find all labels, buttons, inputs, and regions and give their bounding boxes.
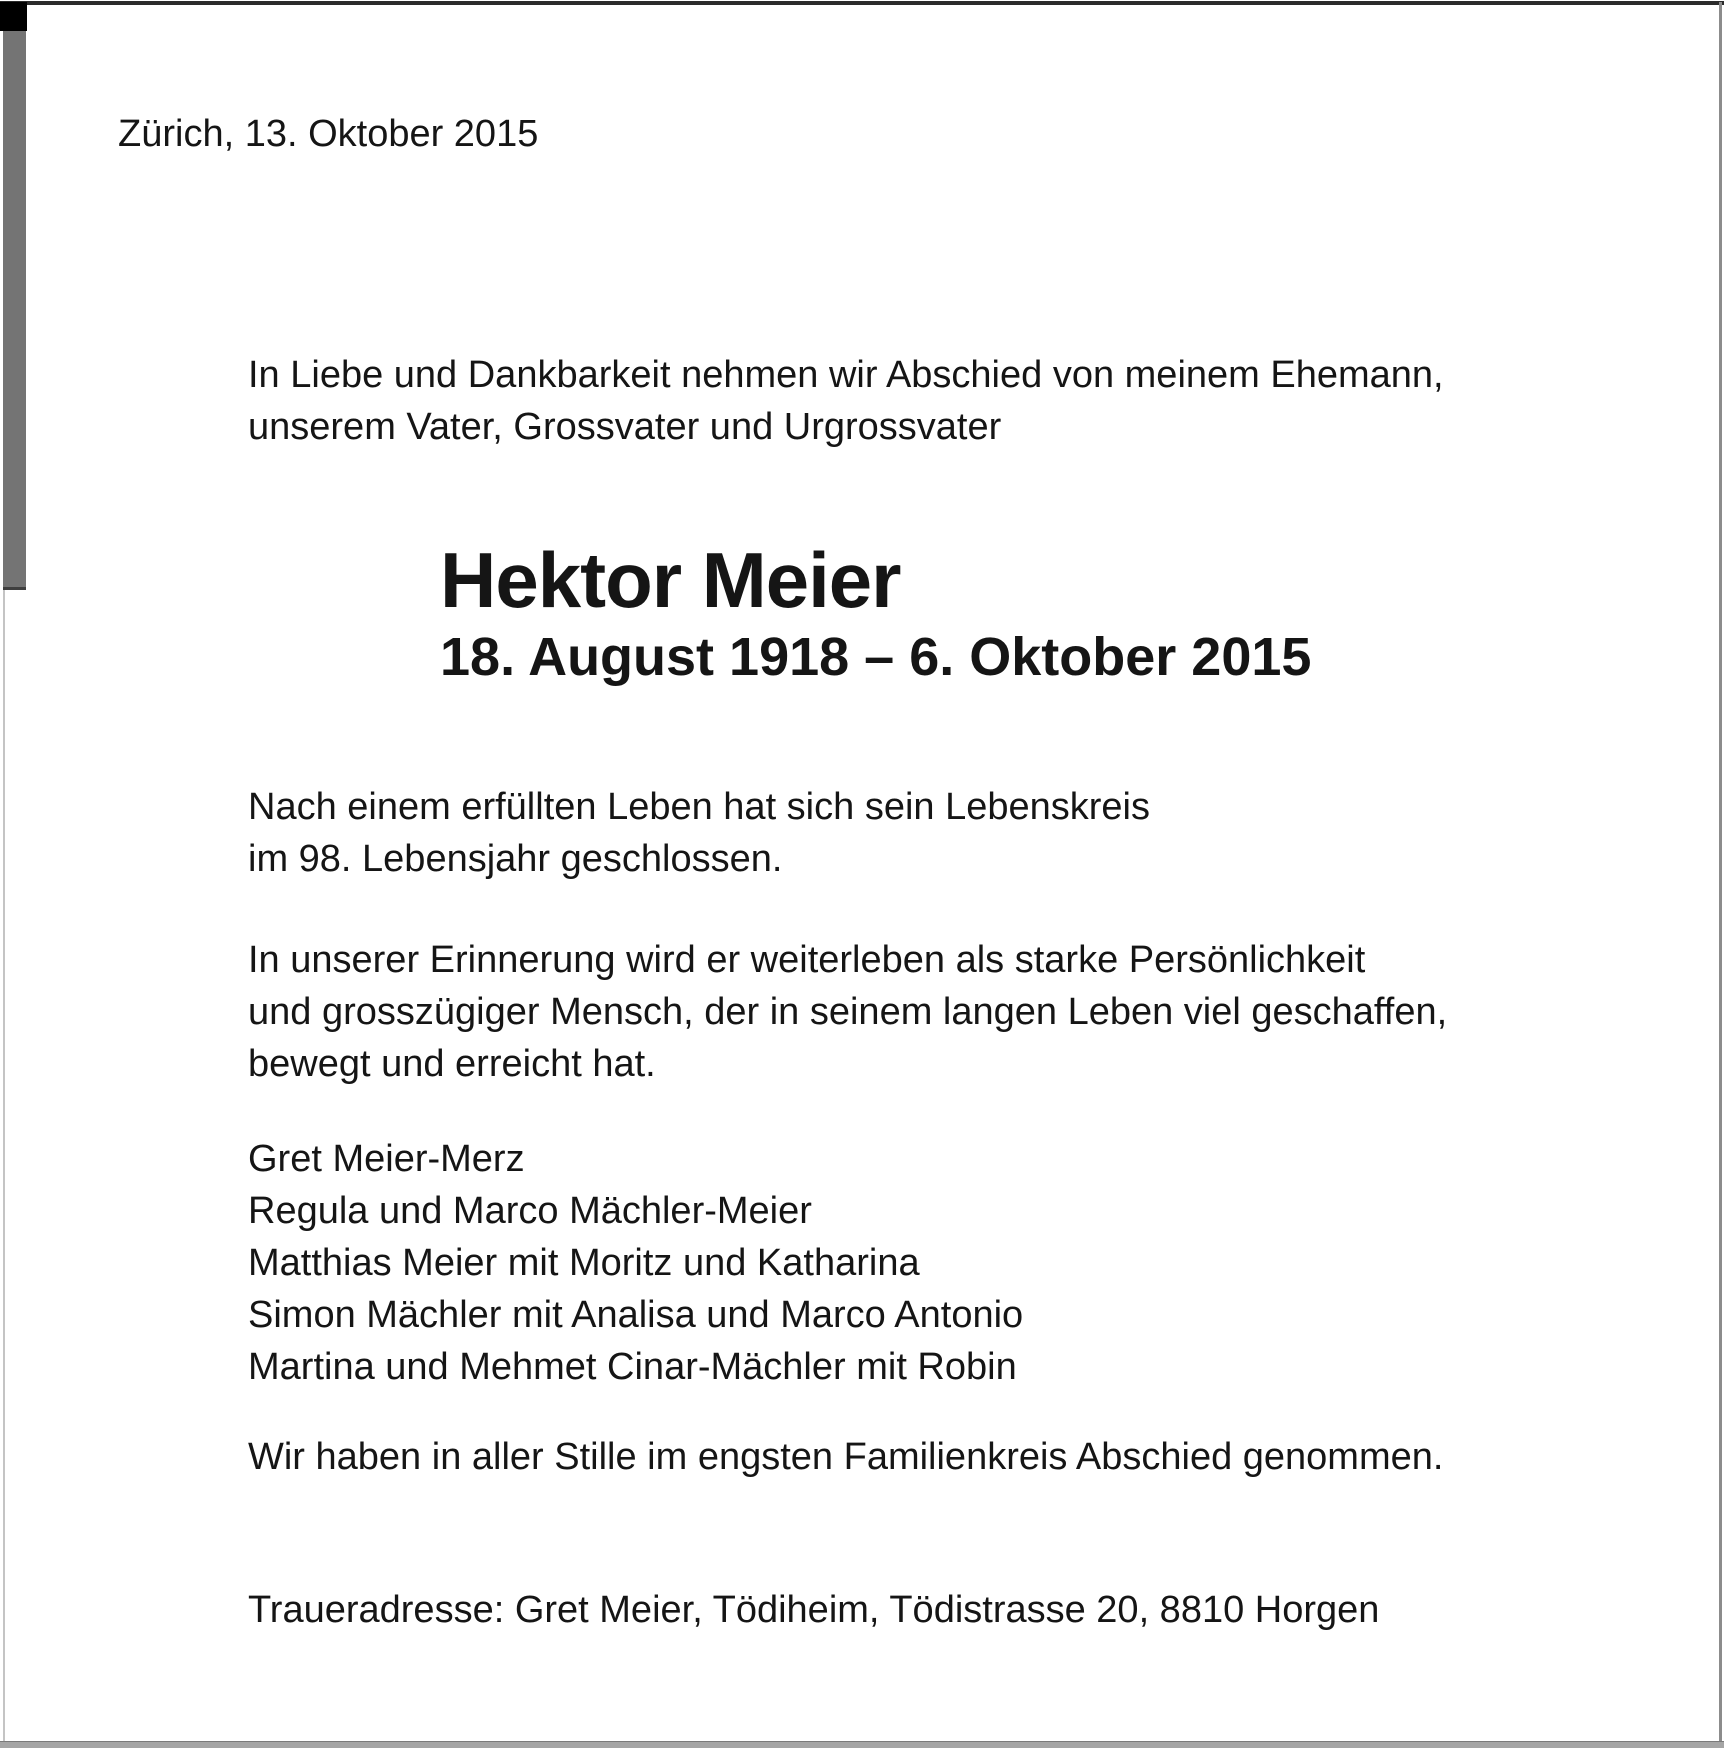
right-border-line xyxy=(1719,2,1722,1742)
life-dates: 18. August 1918 – 6. Oktober 2015 xyxy=(440,627,1312,687)
mourner-line-4: Simon Mächler mit Analisa und Marco Antonio xyxy=(248,1294,1024,1336)
life-circle-line-2: im 98. Lebensjahr geschlossen. xyxy=(248,838,783,880)
left-border-line xyxy=(3,590,5,1742)
memory-line-2: und grosszügiger Mensch, der in seinem langen Leben viel geschaffen, xyxy=(248,991,1448,1033)
life-circle-line-1: Nach einem erfüllten Leben hat sich sein Lebenskreis xyxy=(248,786,1150,828)
mourner-line-5: Martina und Mehmet Cinar-Mächler mit Robin xyxy=(248,1346,1017,1388)
mourner-line-2: Regula und Marco Mächler-Meier xyxy=(248,1190,812,1232)
mourner-line-3: Matthias Meier mit Moritz und Katharina xyxy=(248,1242,920,1284)
farewell-line: Wir haben in aller Stille im engsten Familienkreis Abschied genommen. xyxy=(248,1436,1444,1478)
mourning-address-line: Traueradresse: Gret Meier, Tödiheim, Tödistrasse 20, 8810 Horgen xyxy=(248,1589,1380,1631)
place-date-line: Zürich, 13. Oktober 2015 xyxy=(118,113,539,155)
bottom-border-bar xyxy=(0,1741,1724,1748)
memory-line-1: In unserer Erinnerung wird er weiterleben als starke Persönlichkeit xyxy=(248,939,1366,981)
corner-square-mark xyxy=(0,2,27,31)
intro-paragraph xyxy=(248,349,1444,453)
intro-line-2: unserem Vater, Grossvater und Urgrossvater xyxy=(248,406,1002,448)
memory-paragraph xyxy=(248,934,1447,1090)
top-border-line xyxy=(0,1,1724,5)
mourner-line-1: Gret Meier-Merz xyxy=(248,1138,525,1180)
memory-line-3: bewegt und erreicht hat. xyxy=(248,1043,656,1085)
left-accent-bar xyxy=(3,31,26,590)
intro-line-1: In Liebe und Dankbarkeit nehmen wir Abschied von meinem Ehemann, xyxy=(248,354,1444,396)
mourners-list xyxy=(248,1133,1023,1393)
deceased-name: Hektor Meier xyxy=(440,536,901,624)
life-circle-paragraph xyxy=(248,781,1150,885)
